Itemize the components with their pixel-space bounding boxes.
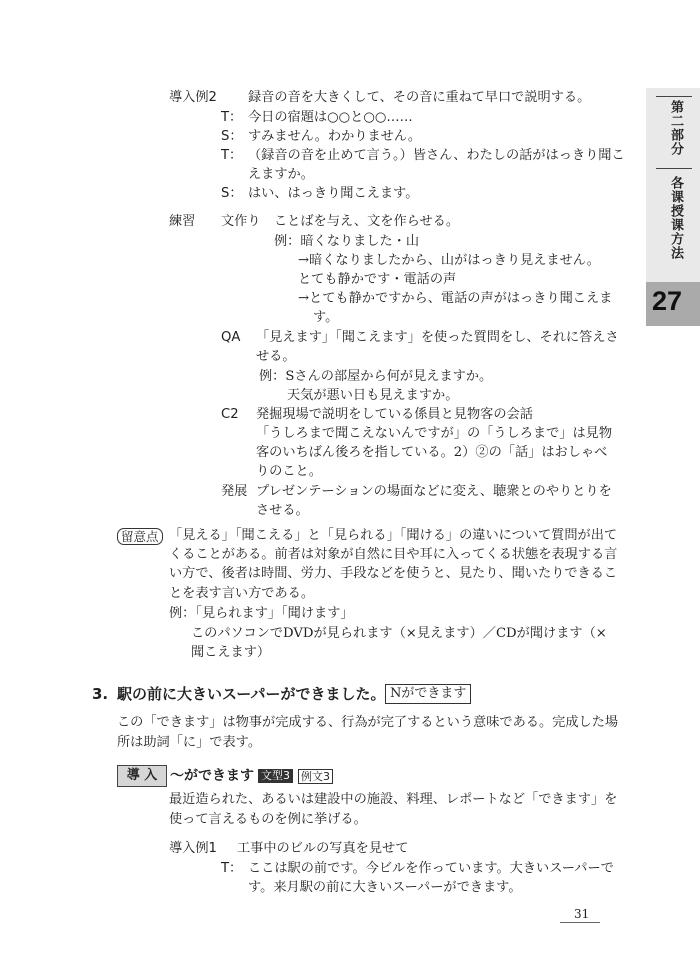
lesson-number: 27 <box>652 286 683 316</box>
qa-label: QA <box>221 330 241 345</box>
sidebar-method-label: 各课授课方法 <box>668 176 683 260</box>
speaker: T： <box>221 148 243 163</box>
c2-label: C2 <box>221 407 239 422</box>
example-line: →暗くなりましたから、山がはっきり見えません。 <box>298 253 600 268</box>
dialogue-line: す。来月駅の前に大きいスーパーができます。 <box>248 880 522 895</box>
bunsaku-desc: ことばを与え、文を作らせる。 <box>274 214 460 229</box>
speaker: T： <box>221 861 243 876</box>
dialogue-line: T： 今日の宿題は○○と○○…… <box>221 110 413 125</box>
c2-line: 「うしろまで聞こえないんですが」の「うしろまで」は見物 <box>256 426 613 441</box>
intro1-label: 導入例1 <box>169 841 217 856</box>
lesson-number-tab <box>646 282 700 326</box>
intro2-desc: 録音の音を大きくして、その音に重ねて早口で説明する。 <box>248 90 591 105</box>
sidebar-part-label: 第二部分 <box>668 100 683 156</box>
intro-desc-line: 最近造られた、あるいは建設中の施設、料理、レポートなど「できます」を <box>169 792 618 807</box>
c2-line: 発掘現場で説明をしている係員と見物客の会話 <box>256 407 533 422</box>
example-sentence-tag: 例文3 <box>298 769 333 784</box>
note-line: い方で、後者は時間、労力、手段などを使うと、見たり、聞いたりできるこ <box>169 566 618 581</box>
section-number: 3. <box>92 685 109 703</box>
sentence-pattern-tag: 文型3 <box>258 769 293 783</box>
hatten-label: 発展 <box>221 484 248 499</box>
qa-example: 例：Sさんの部屋から何が見えますか。 <box>259 369 493 384</box>
dialogue-line: T： （録音の音を止めて言う。）皆さん、わたしの話がはっきり聞こ <box>221 148 625 163</box>
hatten-line: させる。 <box>256 503 309 518</box>
example-line: →とても静かですから、電話の声がはっきり聞こえま <box>298 291 613 306</box>
intro2-label: 導入例2 <box>169 90 217 105</box>
pattern-box: Nができます <box>385 684 471 704</box>
example-line: す。 <box>313 310 339 325</box>
dialogue-line: S： はい、はっきり聞こえます。 <box>221 186 419 201</box>
page-number: 31 <box>574 907 590 921</box>
qa-example: 天気が悪い日も見えますか。 <box>287 388 459 403</box>
intro-heading: ～ができます <box>170 768 254 784</box>
c2-line: 客のいちばん後ろを指している。2）②の「話」はおしゃべ <box>256 445 608 460</box>
section-desc-line: この「できます」は物事が完成する、行為が完了するという意味である。完成した場 <box>117 715 619 730</box>
note-example-line: このパソコンでDVDが見られます（×見えます）／CDが聞けます（× <box>191 626 607 641</box>
section-desc-line: 所は助詞「に」で表す。 <box>117 735 262 750</box>
hatten-line: プレゼンテーションの場面などに変え、聴衆とのやりとりを <box>256 484 612 499</box>
example-line: とても静かです・電話の声 <box>298 272 457 287</box>
intro-label-box: 導 入 <box>117 765 167 787</box>
note-line: 「見える」「聞こえる」と「見られる」「聞ける」の違いについて質問が出て <box>169 528 618 543</box>
section-title: 駅の前に大きいスーパーができました。 <box>117 685 386 703</box>
dialogue-line: T： ここは駅の前です。今ビルを作っています。大きいスーパーで <box>221 861 614 876</box>
note-example-label: 例：「見られます」「聞けます」 <box>169 606 354 621</box>
note-line: くることがある。前者は対象が自然に目や耳に入ってくる状態を表現する言 <box>169 547 618 562</box>
note-badge: 留意点 <box>117 528 163 545</box>
dialogue-line: S： すみません。わかりません。 <box>221 129 422 144</box>
example-line: 例：暗くなりました・山 <box>274 234 420 249</box>
speaker: T： <box>221 110 243 125</box>
note-line: とを表す言い方である。 <box>169 586 315 601</box>
qa-line: 「見えます」「聞こえます」を使った質問をし、それに答えさ <box>256 330 619 345</box>
speaker: S： <box>221 186 243 201</box>
speaker: S： <box>221 129 243 144</box>
note-example-line: 聞こえます） <box>191 645 271 660</box>
intro1-desc: 工事中のビルの写真を見せて <box>237 841 409 856</box>
intro-desc-line: 使って言えるものを例に挙げる。 <box>169 812 367 827</box>
sidebar-part-tab <box>646 88 700 290</box>
bunsaku-label: 文作り <box>221 214 261 229</box>
practice-label: 練習 <box>169 214 196 229</box>
dialogue-line: えますか。 <box>248 167 314 182</box>
c2-line: りのこと。 <box>256 464 322 479</box>
page-number-rule <box>560 922 600 923</box>
qa-line: せる。 <box>256 349 296 364</box>
